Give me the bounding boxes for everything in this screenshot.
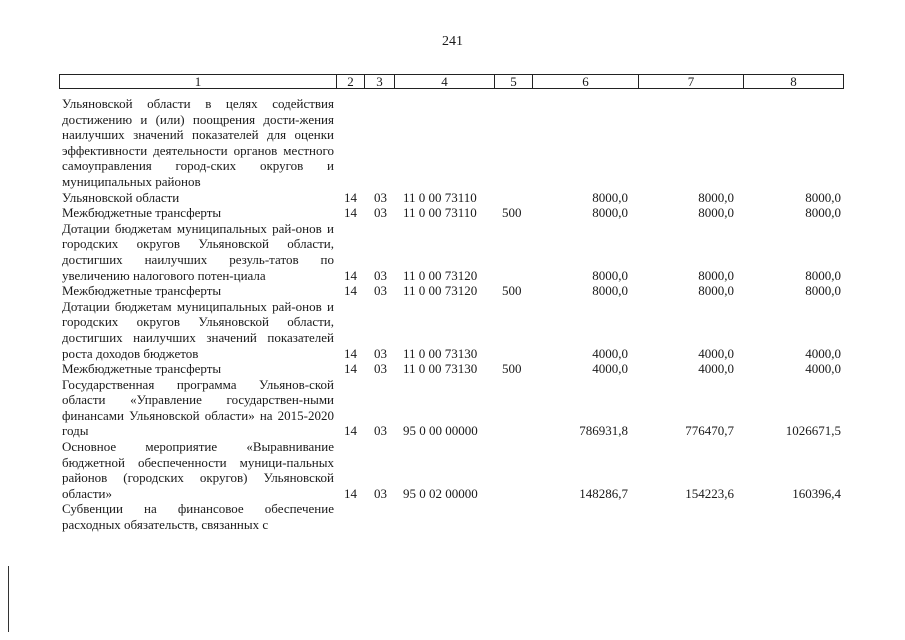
header-col-7: 7 [638,75,743,88]
cell-amount-6: 4000,0 [592,361,628,377]
row-description: Ульяновской области [62,189,180,205]
cell-target-article: 11 0 00 73110 [403,189,477,205]
cell-target-article: 95 0 02 00000 [403,485,478,501]
cell-amount-7: 154223,6 [685,485,734,501]
cell-section: 14 [344,423,357,439]
cell-section: 14 [344,283,357,299]
table-row [0,283,905,299]
table-row [0,96,905,190]
cell-subsection: 03 [374,423,387,439]
cell-target-article: 11 0 00 73130 [403,361,478,377]
cell-subsection: 03 [374,189,387,205]
cell-amount-8: 4000,0 [805,361,841,377]
cell-amount-8: 8000,0 [805,267,841,283]
table-row [0,501,905,532]
row-description: Дотации бюджетам муниципальных рай-онов и городских округов Ульяновской области, достигших наилучших резуль-татов по увеличению налогового потен-циала [62,220,334,283]
cell-subsection: 03 [374,485,387,501]
table-row [0,439,905,501]
cell-amount-8: 1026671,5 [785,423,841,439]
cell-target-article: 11 0 00 73130 [403,345,478,361]
cell-amount-7: 776470,7 [685,423,734,439]
cell-amount-7: 4000,0 [698,345,734,361]
header-col-5: 5 [494,75,532,88]
table-row [0,205,905,221]
cell-amount-8: 8000,0 [805,283,841,299]
cell-expense-type: 500 [502,361,522,377]
cell-expense-type: 500 [502,283,522,299]
cell-amount-6: 8000,0 [592,189,628,205]
cell-amount-8: 160396,4 [792,485,841,501]
cell-amount-6: 8000,0 [592,283,628,299]
header-col-6: 6 [532,75,638,88]
cell-section: 14 [344,361,357,377]
cell-amount-8: 8000,0 [805,205,841,221]
cell-amount-7: 8000,0 [698,283,734,299]
table-row [0,361,905,377]
cell-amount-6: 148286,7 [579,485,628,501]
table-row [0,377,905,439]
table-header [59,74,844,89]
cell-subsection: 03 [374,361,387,377]
cell-section: 14 [344,345,357,361]
cell-section: 14 [344,189,357,205]
row-description: Государственная программа Ульянов-ской области «Управление государствен-ными финансами Ульяновской области» на 2015-2020 годы [62,376,334,439]
cell-amount-7: 8000,0 [698,189,734,205]
cell-expense-type: 500 [502,205,522,221]
header-col-3: 3 [364,75,394,88]
row-description: Основное мероприятие «Выравнивание бюджетной обеспеченности муници-пальных районов (городских округов) Ульяновской области» [62,439,334,501]
row-description: Субвенции на финансовое обеспечение расходных обязательств, связанных с [62,501,334,533]
cell-amount-8: 4000,0 [805,345,841,361]
cell-amount-6: 8000,0 [592,267,628,283]
cell-amount-6: 8000,0 [592,205,628,221]
header-col-8: 8 [743,75,843,88]
cell-amount-6: 786931,8 [579,423,628,439]
scan-margin-line [8,566,9,632]
cell-amount-7: 4000,0 [698,361,734,377]
row-description: Дотации бюджетам муниципальных рай-онов и городских округов Ульяновской области, достигших наилучших значений показателей роста доходов бюджетов [62,298,334,361]
header-col-4: 4 [394,75,494,88]
cell-amount-6: 4000,0 [592,345,628,361]
table-row [0,190,905,206]
header-col-2: 2 [336,75,364,88]
header-col-1: 1 [194,74,202,89]
cell-target-article: 11 0 00 73120 [403,267,478,283]
cell-amount-7: 8000,0 [698,267,734,283]
cell-section: 14 [344,485,357,501]
page-number: 241 [442,34,463,49]
row-description: Ульяновской области в целях содействия достижению и (или) поощрения дости-жения наилучших значений показателей для оценки эффективности деятельности органов местного самоуправления город-ских округов и муниципальных районов [62,96,334,189]
cell-section: 14 [344,205,357,221]
cell-amount-7: 8000,0 [698,205,734,221]
table-row [0,221,905,283]
cell-target-article: 95 0 00 00000 [403,423,478,439]
cell-section: 14 [344,267,357,283]
cell-subsection: 03 [374,283,387,299]
row-description: Межбюджетные трансферты [62,361,222,377]
row-description: Межбюджетные трансферты [62,205,222,221]
table-row [0,299,905,361]
cell-subsection: 03 [374,267,387,283]
cell-subsection: 03 [374,205,387,221]
table-body [0,96,905,533]
cell-target-article: 11 0 00 73120 [403,283,478,299]
cell-amount-8: 8000,0 [805,189,841,205]
cell-subsection: 03 [374,345,387,361]
row-description: Межбюджетные трансферты [62,283,222,299]
cell-target-article: 11 0 00 73110 [403,205,477,221]
